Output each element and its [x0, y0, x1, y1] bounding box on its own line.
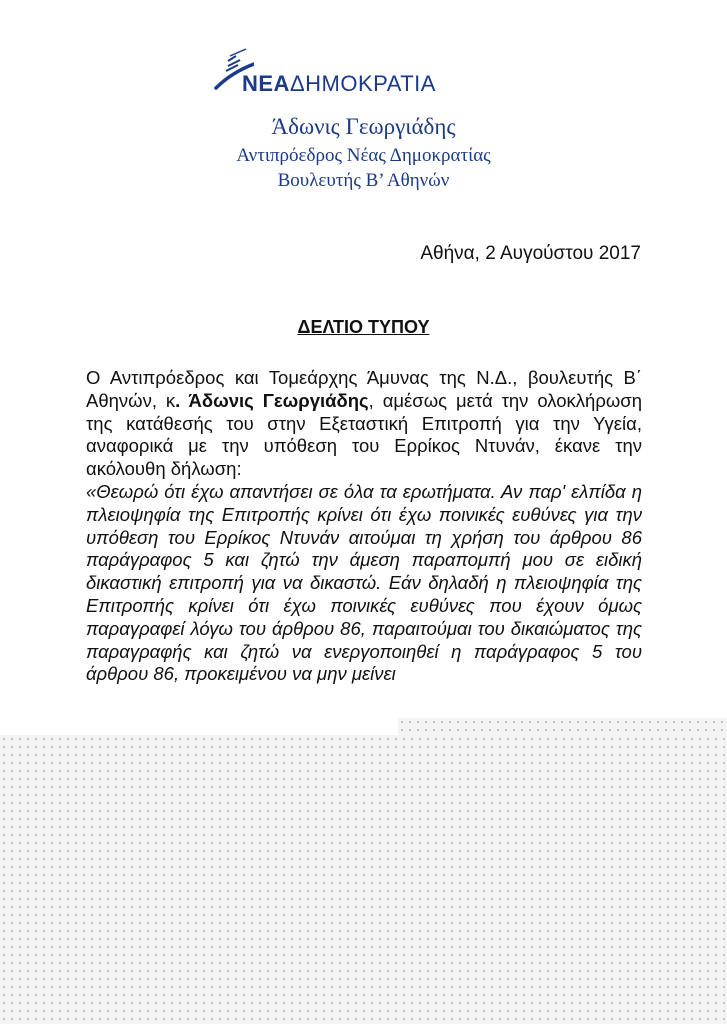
dotted-overlay-top: [398, 718, 727, 735]
letterhead-constituency: Βουλευτής Β’ Αθηνών: [277, 170, 450, 191]
intro-text: Ο Αντιπρόεδρος και Τομεάρχης Άμυνας της Ν.Δ., βουλευτής Β΄ Αθηνών, κ: [86, 367, 642, 411]
party-logo: [214, 48, 504, 98]
intro-text-continued: , αμέσως μετά την ολοκλήρωση της κατάθεσής του στην Εξεταστική Επιτροπή για την Υγεία, αναφορικά με την υπόθεση του Ερρίκος Ντυνάν, έκανε την ακόλουθη δήλωση:: [86, 389, 642, 480]
logo-text-bold: ΝΕΑ: [242, 71, 290, 96]
letterhead-name: Άδωνις Γεωργιάδης: [271, 114, 456, 139]
intro-name-bold: . Άδωνις Γεωργιάδης: [175, 389, 369, 411]
document-date: Αθήνα, 2 Αυγούστου 2017: [420, 243, 641, 264]
statement-quote: «Θεωρώ ότι έχω απαντήσει σε όλα τα ερωτήματα. Αν παρ' ελπίδα η πλειοψηφία της Επιτροπής κρίνει ότι έχω ποινικές ευθύνες για την υπόθεση του Ερρίκος Ντυνάν αιτούμαι τη χρήση του άρθρου 86 παράγραφος 5 και ζητώ την άμεση παραπομπή μου σε ειδική δικαστική επιτροπή για να δικαστώ. Εάν δηλαδή η πλειοψηφία της Επιτροπής κρίνει ότι έχω ποινικές ευθύνες που έχουν όμως παραγραφεί λόγω του άρθρου 86, παραιτούμαι του δικαιώματος της παραγραφής και ζητώ να ενεργοποιηθεί η παράγραφος 5 του άρθρου 86, προκειμένου να μην μείνει: [86, 480, 642, 685]
document-title: ΔΕΛΤΙΟ ΤΥΠΟΥ: [297, 317, 430, 337]
press-release-body: [86, 367, 642, 686]
logo-wordmark: [242, 71, 436, 97]
dotted-overlay: [0, 735, 727, 1024]
letterhead-role: Αντιπρόεδρος Νέας Δημοκρατίας: [236, 145, 491, 166]
logo-text-regular: ΔΗΜΟΚΡΑΤΙΑ: [289, 71, 436, 96]
